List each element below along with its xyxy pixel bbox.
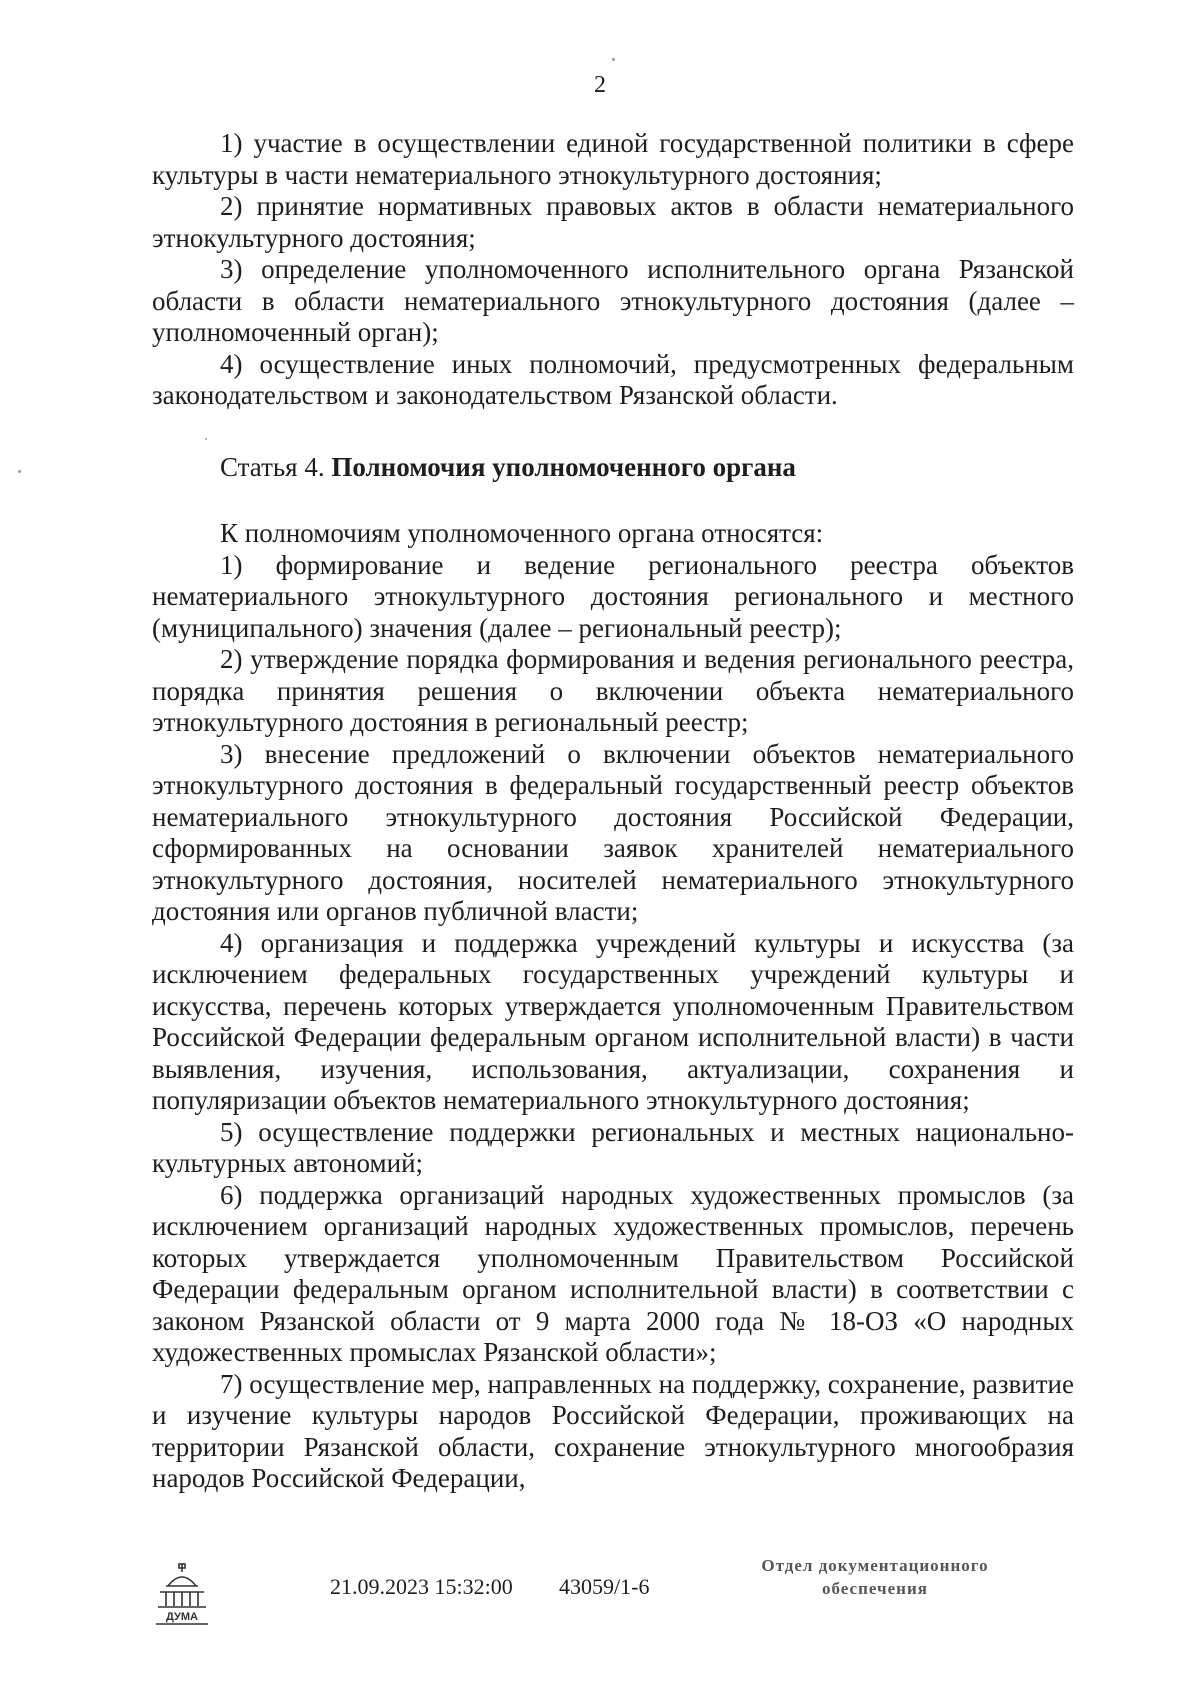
paragraph: 1) формирование и ведение регионального реестра объектов нематериального этнокультурного достояния регионального и местного (муниципального) значения (далее – региональный реестр); [152, 549, 1074, 643]
scan-speck [18, 470, 21, 473]
department-stamp [725, 1554, 1025, 1600]
paragraph: 4) осуществление иных полномочий, предусмотренных федеральным законодательством и законодательством Рязанской области. [152, 348, 1074, 410]
paragraph: 3) внесение предложений о включении объектов нематериального этнокультурного достояния в федеральный государственный реестр объектов нематериального этнокультурного достояния Российской Федерации, сформированных на основании заявок хранителей нематериального этнокультурного достояния, носителей нематериального этнокультурного достояния или органов публичной власти; [152, 738, 1074, 926]
logo-text: ДУМА [166, 1611, 198, 1623]
paragraph: 6) поддержка организаций народных художественных промыслов (за исключением организаций народных художественных промыслов, перечень которых утверждается уполномоченным Правительством Российской Федерации федеральным органом исполнительной власти) в соответствии с законом Рязанской области от 9 марта 2000 года № 18-ОЗ «О народных художественных промыслах Рязанской области»; [152, 1179, 1074, 1367]
paragraph: К полномочиям уполномоченного органа относятся: [220, 518, 824, 548]
paragraph: 7) осуществление мер, направленных на поддержку, сохранение, развитие и изучение культуры народов Российской Федерации, проживающих на территории Рязанской области, сохранение этнокультурного многообразия народов Российской Федерации, [152, 1368, 1074, 1493]
paragraph: 2) утверждение порядка формирования и ведения регионального реестра, порядка принятия решения о включении объекта нематериального этнокультурного достояния в региональный реестр; [152, 644, 1074, 737]
paragraph: 2) принятие нормативных правовых актов в области нематериального этнокультурного достояния; [152, 191, 1074, 253]
paragraph: 5) осуществление поддержки региональных и местных национально-культурных автономий; [152, 1116, 1074, 1178]
scan-speck [205, 438, 207, 440]
department-line: Отдел документационного [761, 1556, 989, 1575]
paragraph: 3) определение уполномоченного исполнительного органа Рязанской области в области нематериального этнокультурного достояния (далее – уполномоченный орган); [152, 254, 1074, 347]
paragraph: 1) участие в осуществлении единой государственной политики в сфере культуры в части нематериального этнокультурного достояния; [152, 128, 1074, 190]
document-body [152, 128, 1074, 1495]
duma-logo-icon [152, 1562, 212, 1628]
paragraph: 4) организация и поддержка учреждений культуры и искусства (за исключением федеральных государственных учреждений культуры и искусства, перечень которых утверждается уполномоченным Правительством Российской Федерации федеральным органом исполнительной власти) в части выявления, изучения, использования, актуализации, сохранения и популяризации объектов нематериального этнокультурного достояния; [152, 927, 1074, 1115]
stamp-datetime: 21.09.2023 15:32:00 [330, 1574, 513, 1599]
registration-number: 43059/1-6 [559, 1574, 650, 1599]
department-line: обеспечения [822, 1579, 928, 1598]
scan-speck [612, 58, 615, 61]
article-prefix: Статья 4. [220, 451, 325, 482]
page-number: 2 [594, 72, 606, 98]
article-title: Полномочия уполномоченного органа [331, 451, 796, 482]
article-heading [152, 412, 1074, 519]
